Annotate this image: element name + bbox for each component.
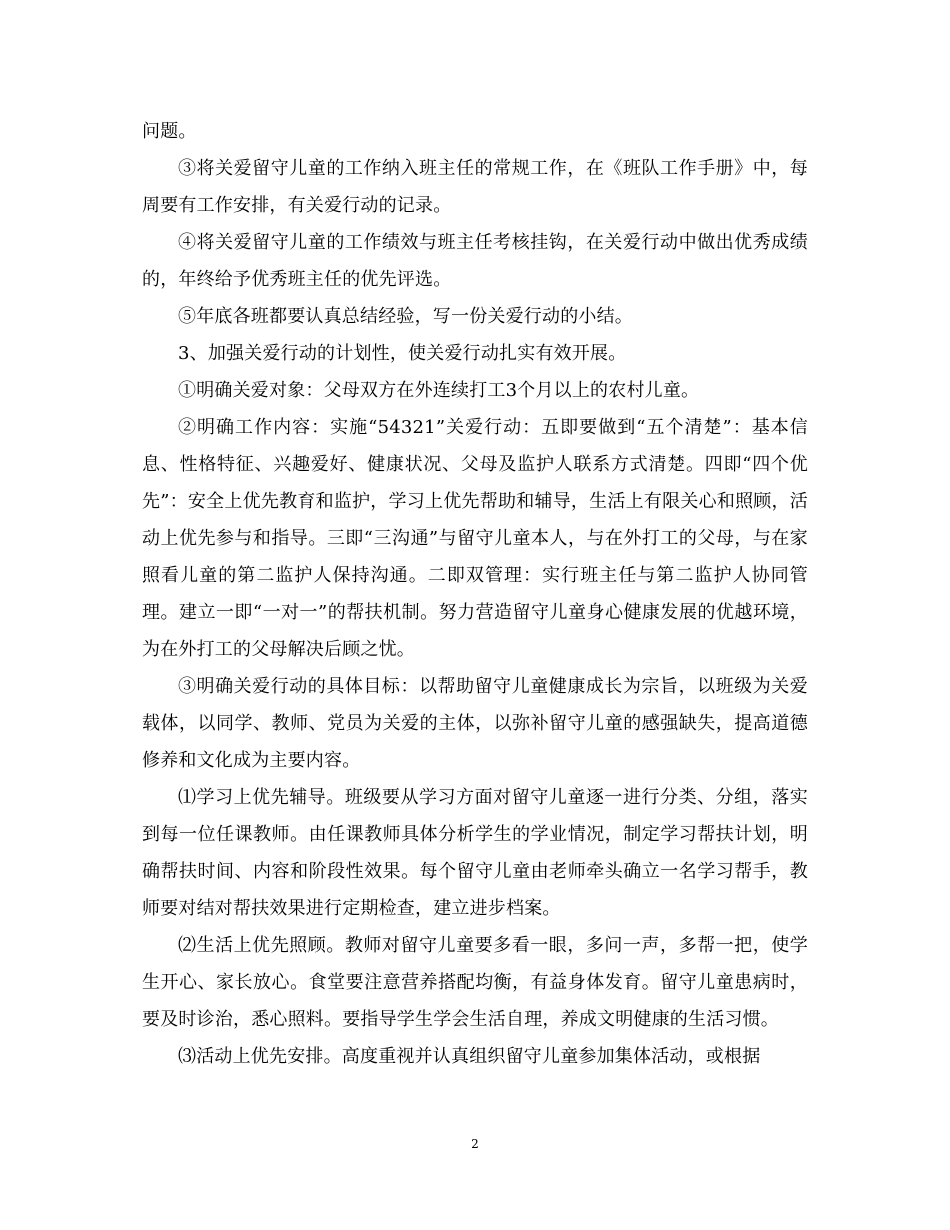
page-number: 2 xyxy=(471,1137,479,1151)
paragraph-item-3: ③将关爱留守儿童的工作纳入班主任的常规工作，在《班队工作手册》中，每周要有工作安排，有关爱行动的记录。 xyxy=(142,158,808,216)
paragraph-work-content: ②明确工作内容：实施“54321”关爱行动：五即要做到“五个清楚”：基本信息、性格特征、兴趣爱好、健康状况、父母及监护人联系方式清楚。四即“四个优先”：安全上优先教育和监护，学习上优先帮助和辅导，生活上有限关心和照顾，活动上优先参与和指导。三即“三沟通”与留守儿童本人，与在外打工的父母，与在家照看儿童的第二监护人保持沟通。二即双管理：实行班主任与第二监护人协同管理。建立一即“一对一”的帮扶机制。努力营造留守儿童身心健康发展的优越环境，为在外打工的父母解决后顾之忧。 xyxy=(142,417,808,660)
paragraph-continuation: 问题。 xyxy=(142,121,197,142)
section-heading-3: 3、加强关爱行动的计划性，使关爱行动扎实有效开展。 xyxy=(178,343,627,364)
paragraph-study-priority: ⑴学习上优先辅导。班级要从学习方面对留守儿童逐一进行分类、分组，落实到每一位任课教师。由任课教师具体分析学生的学业情况，制定学习帮扶计划，明确帮扶时间、内容和阶段性效果。每个留守儿童由老师牵头确立一名学习帮手，教师要对结对帮扶效果进行定期检查，建立进步档案。 xyxy=(142,787,808,919)
document-body xyxy=(142,113,808,1075)
paragraph-life-priority: ⑵生活上优先照顾。教师对留守儿童要多看一眼，多问一声，多帮一把，使学生开心、家长放心。食堂要注意营养搭配均衡，有益身体发育。留守儿童患病时，要及时诊治，悉心照料。要指导学生学会生活自理，养成文明健康的生活习惯。 xyxy=(142,935,808,1030)
paragraph-item-4: ④将关爱留守儿童的工作绩效与班主任考核挂钩，在关爱行动中做出优秀成绩的，年终给予优秀班主任的优先评选。 xyxy=(142,232,808,290)
paragraph-item-5: ⑤年底各班都要认真总结经验，写一份关爱行动的小结。 xyxy=(178,306,633,327)
paragraph-specific-goals: ③明确关爱行动的具体目标：以帮助留守儿童健康成长为宗旨，以班级为关爱载体，以同学、教师、党员为关爱的主体，以弥补留守儿童的感强缺失，提高道德修养和文化成为主要内容。 xyxy=(142,676,808,771)
paragraph-activity-priority: ⑶活动上优先安排。高度重视并认真组织留守儿童参加集体活动，或根据 xyxy=(178,1046,761,1067)
paragraph-care-target: ①明确关爱对象：父母双方在外连续打工3个月以上的农村儿童。 xyxy=(178,380,700,401)
